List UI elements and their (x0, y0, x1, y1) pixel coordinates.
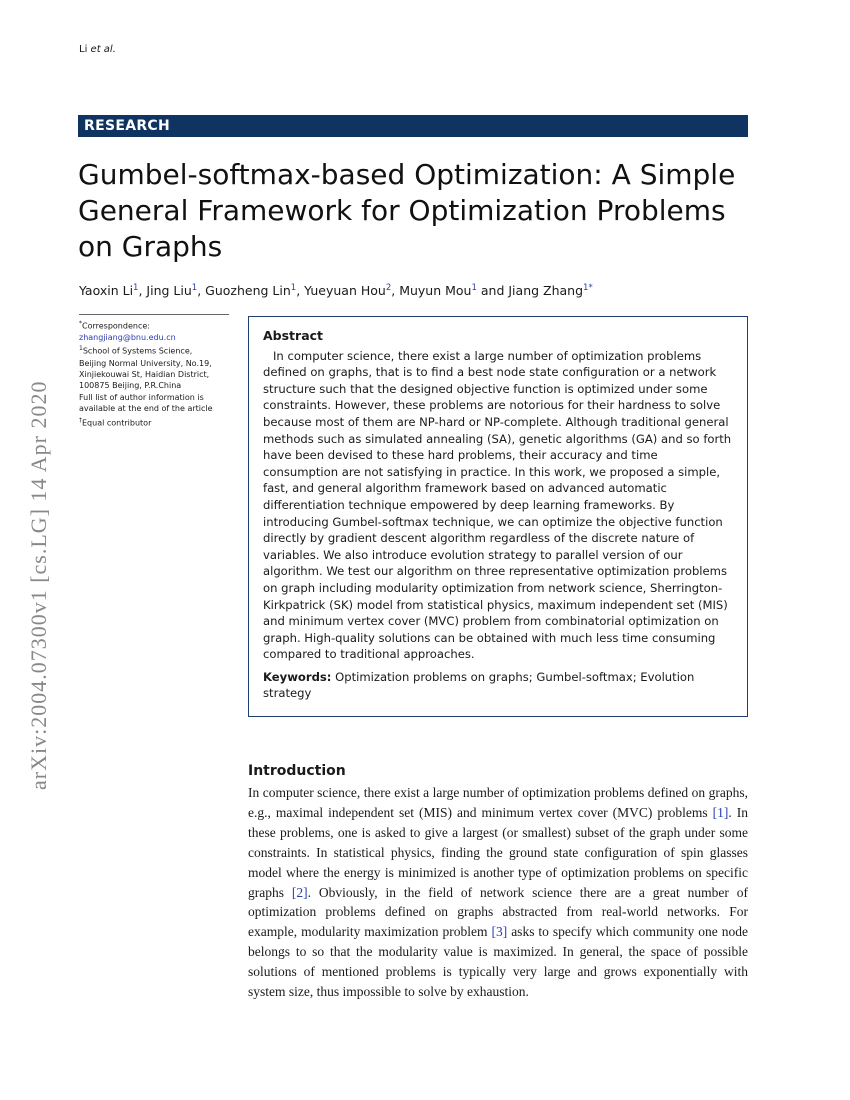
author-list (79, 283, 593, 298)
author: Muyun Mou$^1$ and (399, 283, 509, 299)
affiliation-line: Beijing Normal University, No.19, (79, 358, 212, 368)
affiliation-line: 100875 Beijing, P.R.China (79, 381, 182, 391)
author: Guozheng Lin$^1$, (205, 283, 305, 299)
section-label: RESEARCH (78, 115, 748, 137)
affiliation-line: Xinjiekouwai St, Haidian District, (79, 369, 210, 379)
introduction-heading: Introduction (248, 763, 346, 779)
abstract-heading: Abstract (263, 328, 324, 343)
equal-contributor-note: Equal contributor (82, 418, 152, 428)
keywords (263, 669, 733, 702)
abstract-box (248, 316, 748, 717)
introduction-paragraph: In computer science, there exist a large number of optimization problems defined on graphs, e.g., maximal independent set (MIS) and minimum vertex cover (MVC) problems [1]. In these problems, one is asked to give a largest (or smallest) subset of the graph under some constraints. In statistical physics, finding the ground state configuration of spin glasses model where the energy is minimized is another type of optimization problems on specific graphs [2]. Obviously, in the field of network science there are a great number of optimization problems defined on graphs abstracted from real-world networks. For example, modularity maximization problem [3] asks to specify which community one node belongs to so that the modularity value is maximized. In general, the space of possible solutions of mentioned problems is typically very large and grows exponentially with system size, thus impossible to solve by exhaustion. (248, 785, 748, 1000)
running-head-authors: Li (79, 44, 88, 55)
author: Yueyuan Hou$^2$, (304, 283, 400, 299)
running-head-etal: et al. (90, 44, 116, 55)
running-head (79, 44, 116, 55)
sidenote-divider (79, 314, 229, 315)
citation-link[interactable]: [2] (291, 884, 308, 900)
affiliation-line: School of Systems Science, (82, 347, 193, 357)
correspondence-label: Correspondence: (82, 321, 150, 331)
paper-title: Gumbel-softmax-based Optimization: A Simple General Framework for Optimization Problems on Graphs (78, 158, 736, 263)
author: Jing Liu$^1$, (146, 283, 206, 299)
citation-link[interactable]: [3] (491, 924, 508, 940)
author-info-note: Full list of author information is (79, 392, 204, 402)
correspondence-note: *Correspondence: zhangjiang@bnu.edu.cn $^1$School of Systems Science, Beijing Normal University, No.19, Xinjiekouwai St, Haidian District, 100875 Beijing, P.R.China Full list of author information is available at the end of the article †Equal contributor (79, 318, 239, 429)
arxiv-identifier: arXiv:2004.07300v1 [cs.LG] 14 Apr 2020 (26, 380, 51, 790)
author: Jiang Zhang$^{1*}$ (508, 283, 593, 299)
keywords-label: Keywords: (263, 669, 332, 684)
author-info-note: available at the end of the article (79, 404, 213, 414)
correspondence-email[interactable]: zhangjiang@bnu.edu.cn (79, 333, 176, 343)
keywords-text: Optimization problems on graphs; Gumbel-softmax; Evolution strategy (263, 669, 695, 701)
abstract-text: In computer science, there exist a large number of optimization problems defined on graphs, that is to find a best node state configuration or a network structure such that the designed objective function is optimized under some constraints. However, these problems are notorious for their hardness to solve because most of them are NP-hard or NP-complete. Although traditional general methods such as simulated annealing (SA), genetic algorithms (GA) and so forth have been devised to these hard problems, their accuracy and time consumption are not satisfying in practice. In this work, we proposed a simple, fast, and general algorithm framework based on advanced automatic differentiation technique empowered by deep learning frameworks. By introducing Gumbel-softmax technique, we can optimize the objective function directly by gradient descent algorithm regardless of the discrete nature of variables. We also introduce evolution strategy to parallel version of our algorithm. We test our algorithm on three representative optimization problems on graph including modularity optimization from network science, Sherrington-Kirkpatrick (SK) model from statistical physics, maximum independent set (MIS) and minimum vertex cover (MVC) problem from combinatorial optimization on graph. High-quality solutions can be obtained with much less time consuming compared to traditional approaches. (263, 348, 732, 662)
author: Yaoxin Li$^1$, (79, 283, 147, 299)
citation-link[interactable]: [1] (712, 804, 729, 820)
